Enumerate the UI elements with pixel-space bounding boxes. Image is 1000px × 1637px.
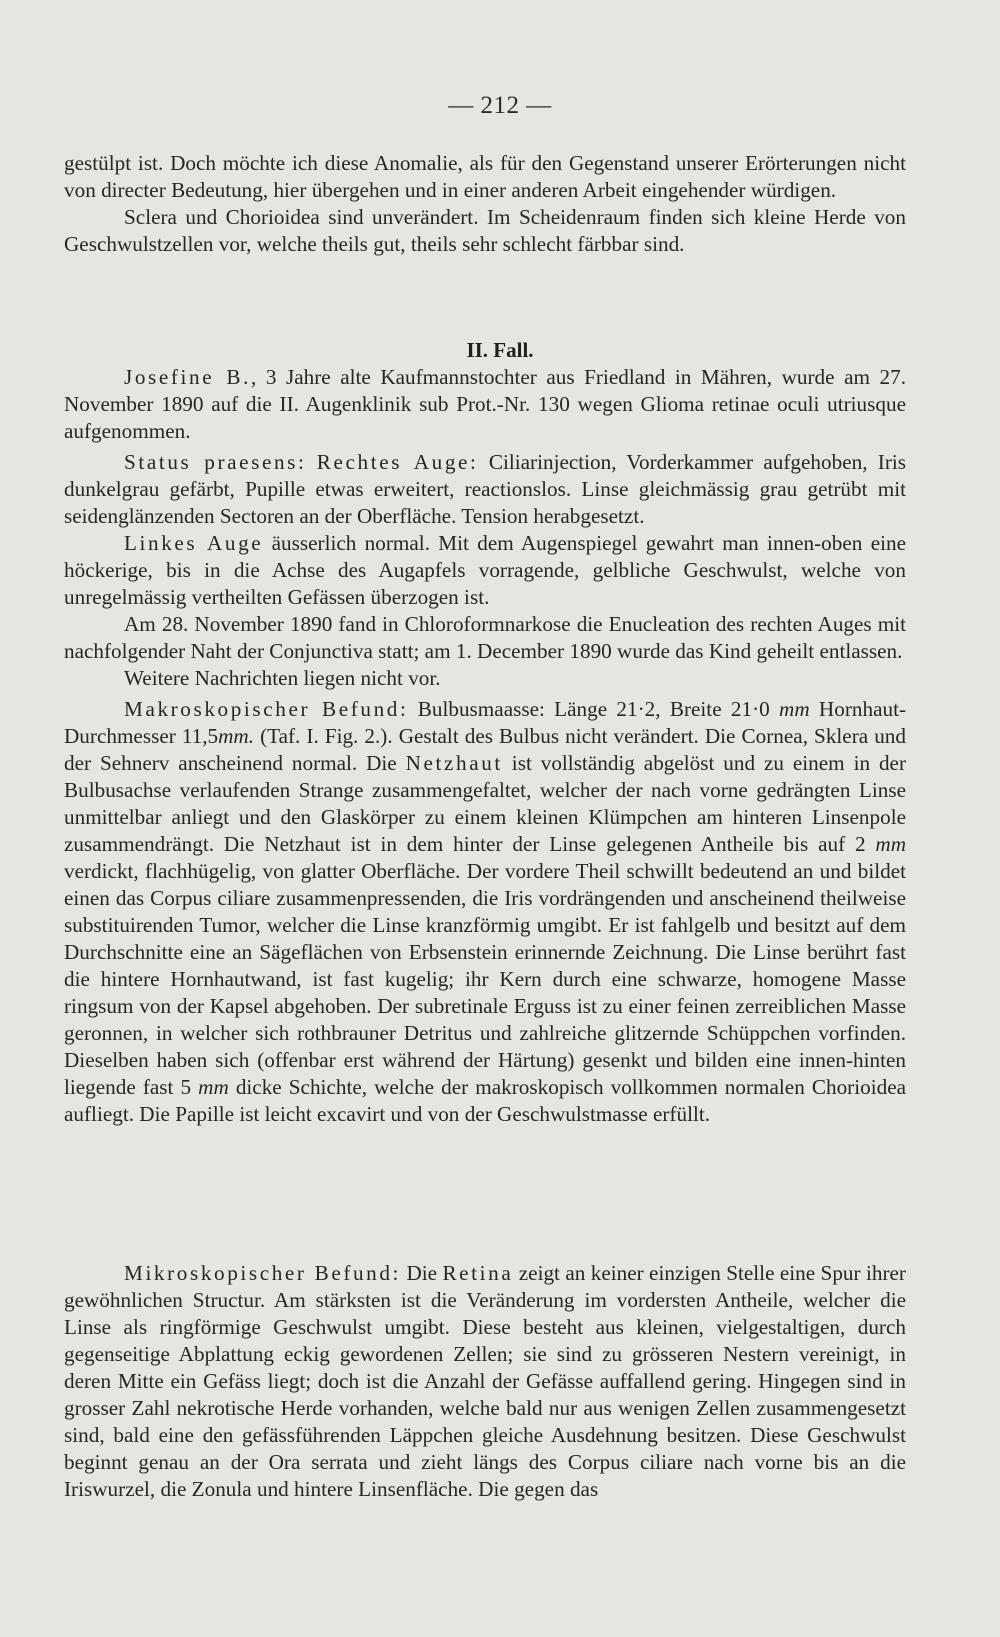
macro-text: Hornhaut-Durchmesser 11,5 bbox=[64, 697, 907, 748]
paragraph-enucleation: Am 28. November 1890 fand in Chloroformnarkose die Enucleation des rechten Auges mit nachfolgender Naht der Conjunctiva statt; am 1. December 1890 wurde das Kind geheilt entlassen. bbox=[64, 612, 906, 663]
right-eye-label: Rechtes Auge: bbox=[316, 450, 479, 474]
paragraph-left-eye bbox=[64, 530, 906, 611]
page-number: — 212 — bbox=[448, 92, 552, 119]
status-label: Status praesens: bbox=[124, 450, 307, 474]
macro-text: ist vollständig abgelöst und zu einem in der Bulbusachse verlaufenden Strange zusammengefaltet, welcher der nach vorne gedrängten Linse unmittelbar anliegt und den Glaskörper zu einem kleinen Klümpchen am hinteren Linsenpole zusammendrängt. Die Netzhaut ist in dem hinter der Linse gelegenen Antheile bis auf 2 bbox=[64, 751, 906, 856]
paragraph-status bbox=[64, 449, 906, 530]
text-block-top bbox=[64, 150, 906, 258]
micro-text: zeigt an keiner einzigen Stelle eine Spur ihrer gewöhnlichen Structur. Am stärksten ist die Veränderung im vordersten Antheile, welcher die Linse als ringförmige Geschwulst umgibt. Diese besteht aus kleinen, vielgestaltigen, durch gegenseitige Abplattung eckig gewordenen Zellen; sie sind zu grösseren Nestern vereinigt, in deren Mitte ein Gefäss liegt; doch ist die Anzahl der Gefässe auffallend gering. Hingegen sind in grosser Zahl nekrotische Herde vorhanden, welche bald nur aus wenigen Zellen zusammengesetzt sind, bald eine den gefässführenden Läppchen gleiche Ausdehnung besitzen. Diese Geschwulst beginnt genau an der Ora serrata und zieht längs des Corpus ciliare nach vorne bis an die Iriswurzel, die Zonula und hintere Linsenfläche. Die gegen das bbox=[64, 1261, 906, 1501]
macro-text: Bulbusmaasse: Länge 21·2, Breite 21·0 bbox=[408, 697, 780, 721]
paragraph-micro bbox=[64, 1260, 906, 1503]
status-text: Ciliarinjection, Vorderkammer aufgehoben, Iris dunkelgrau gefärbt, Pupille etwas erweitert, reactionslos. Linse gleichmässig grau getrübt mit seidenglänzenden Sectoren an der Oberfläche. Tension herabgesetzt. bbox=[64, 450, 907, 528]
unit-mm: mm. bbox=[218, 724, 255, 748]
paragraph-intro bbox=[64, 364, 906, 445]
patient-name: Josefine B. bbox=[124, 365, 251, 389]
macro-text: verdickt, flachhügelig, von glatter Oberfläche. Der vordere Theil schwillt bedeutend an und bildet einen das Corpus ciliare zusammenpressenden, die Iris vordrängenden und anscheinend theilweise substituirenden Tumor, welcher die Linse kranzförmig umgibt. Er ist fahlgelb und besitzt auf dem Durchschnitte eine an Sägeflächen von Erbsenstein erinnernde Zeichnung. Die Linse berührt fast die hintere Hornhautwand, ist fast kugelig; ihr Kern durch eine schwarze, homogene Masse ringsum von der Kapsel abgehoben. Der subretinale Erguss ist zu einer feinen zerreiblichen Masse geronnen, in welcher sich rothbrauner Detritus und zahlreiche glitzernde Schüppchen vorfinden. Dieselben haben sich (offenbar erst während der Härtung) gesenkt und bilden eine innen-hinten liegende fast 5 bbox=[64, 859, 906, 1099]
unit-mm: mm bbox=[779, 697, 810, 721]
left-eye-label: Linkes Auge bbox=[124, 531, 264, 555]
paragraph-macro bbox=[64, 696, 906, 1128]
unit-mm: mm bbox=[875, 832, 906, 856]
text-block-micro bbox=[64, 1260, 906, 1503]
intro-text: , 3 Jahre alte Kaufmannstochter aus Friedland in Mähren, wurde am 27. November 1890 auf die II. Augenklinik sub Prot.-Nr. 130 wegen Glioma retinae oculi utriusque aufgenommen. bbox=[64, 365, 906, 443]
left-eye-text: äusserlich normal. Mit dem Augenspiegel gewahrt man innen-oben eine höckerige, bis in die Achse des Augapfels vorragende, gelbliche Geschwulst, welche von unregelmässig vertheilten Gefässen überzogen ist. bbox=[64, 531, 906, 609]
case-heading: II. Fall. bbox=[466, 338, 534, 362]
macro-label: Makroskopischer Befund: bbox=[124, 697, 409, 721]
unit-mm: mm bbox=[198, 1075, 229, 1099]
retina-term: Retina bbox=[442, 1261, 514, 1285]
netzhaut-term: Netzhaut bbox=[405, 751, 503, 775]
paragraph: gestülpt ist. Doch möchte ich diese Anomalie, als für den Gegenstand unserer Erörterungen nicht von directer Bedeutung, hier übergehen und in einer anderen Arbeit eingehender würdigen. bbox=[64, 151, 906, 202]
paragraph-further: Weitere Nachrichten liegen nicht vor. bbox=[124, 666, 441, 690]
macro-text: dicke Schichte, welche der makroskopisch vollkommen normalen Chorioidea aufliegt. Die Papille ist leicht excavirt und von der Geschwulstmasse erfüllt. bbox=[64, 1075, 907, 1126]
micro-label: Mikroskopischer Befund: bbox=[124, 1261, 402, 1285]
paragraph: Sclera und Chorioidea sind unverändert. Im Scheidenraum finden sich kleine Herde von Geschwulstzellen vor, welche theils gut, theils sehr schlecht färbbar sind. bbox=[64, 205, 906, 256]
micro-text: Die bbox=[401, 1261, 443, 1285]
text-block-case bbox=[64, 364, 906, 1128]
macro-text: (Taf. I. Fig. 2.). Gestalt des Bulbus nicht verändert. Die Cornea, Sklera und der Sehnerv anscheinend normal. Die bbox=[64, 724, 906, 775]
